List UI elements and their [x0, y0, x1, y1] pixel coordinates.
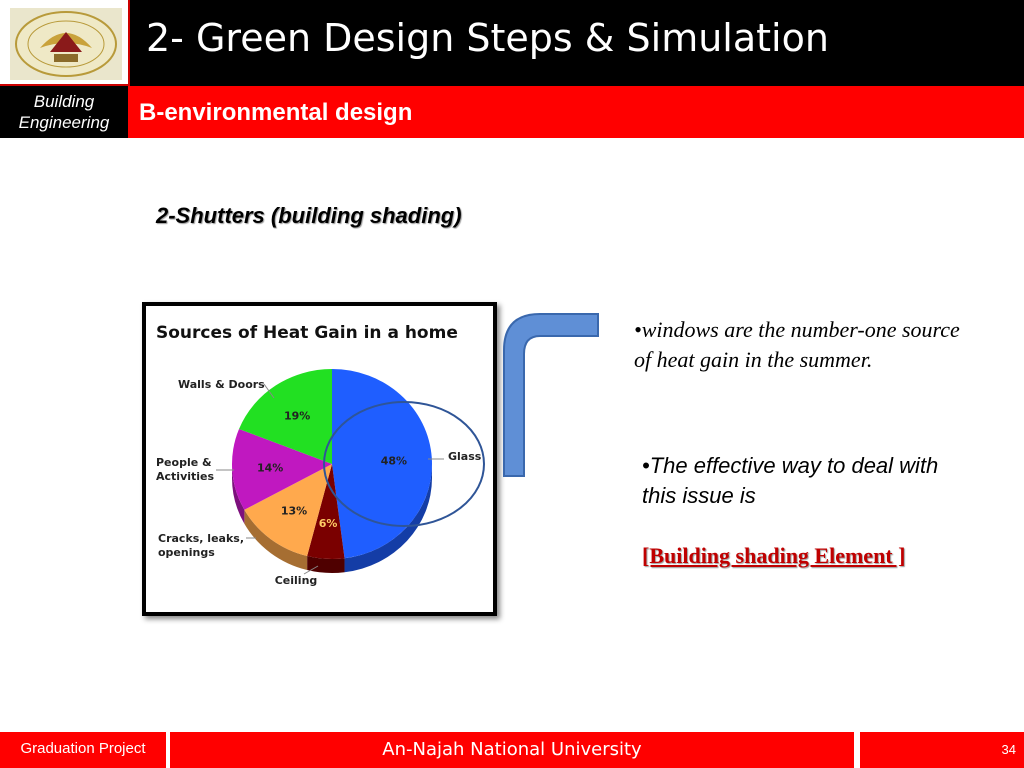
bullet-windows: •windows are the number-one source of heat gain in the summer. — [634, 317, 960, 372]
pie-value-label: 19% — [283, 409, 311, 423]
section-subtitle: B-environmental design — [139, 99, 413, 126]
content-heading: 2-Shutters (building shading) — [156, 203, 462, 228]
pie-category-label: Activities — [156, 470, 215, 483]
slide-title: 2- Green Design Steps & Simulation — [146, 16, 829, 60]
pie-value-label: 48% — [380, 454, 408, 468]
chart-title: Sources of Heat Gain in a home — [156, 323, 458, 343]
bullet-effective-way: •The effective way to deal with this issue is — [642, 453, 939, 508]
pie-category-label: Ceiling — [274, 574, 318, 587]
curved-arrow-shape — [498, 300, 608, 480]
bullet-windows-text: windows are the number-one source of heat gain in the summer. — [634, 317, 960, 372]
bullet-effective-way-text: The effective way to deal with this issue is — [642, 453, 939, 508]
logo-emblem — [8, 6, 124, 82]
building-shading-link[interactable]: [Building shading Element ] — [642, 543, 906, 568]
department-line-2: Engineering — [18, 113, 110, 132]
pie-value-label: 6% — [318, 516, 338, 530]
pie-value-label: 14% — [256, 461, 284, 475]
department-label — [0, 86, 128, 138]
heat-gain-chart — [142, 302, 497, 616]
footer-project-label: Graduation Project — [0, 732, 166, 768]
pie-value-label: 13% — [280, 504, 308, 518]
footer-page-number: 34 — [860, 732, 1024, 768]
pie-category-label: Cracks, leaks, — [158, 532, 245, 545]
pie-chart — [146, 306, 493, 612]
university-logo — [0, 0, 130, 86]
pie-category-label: People & — [156, 456, 212, 469]
department-line-1: Building — [33, 92, 95, 111]
pie-category-label: Glass — [448, 450, 482, 463]
footer-university: An-Najah National University — [170, 732, 854, 768]
pie-category-label: Walls & Doors — [178, 378, 265, 391]
pie-category-label: openings — [158, 546, 215, 559]
